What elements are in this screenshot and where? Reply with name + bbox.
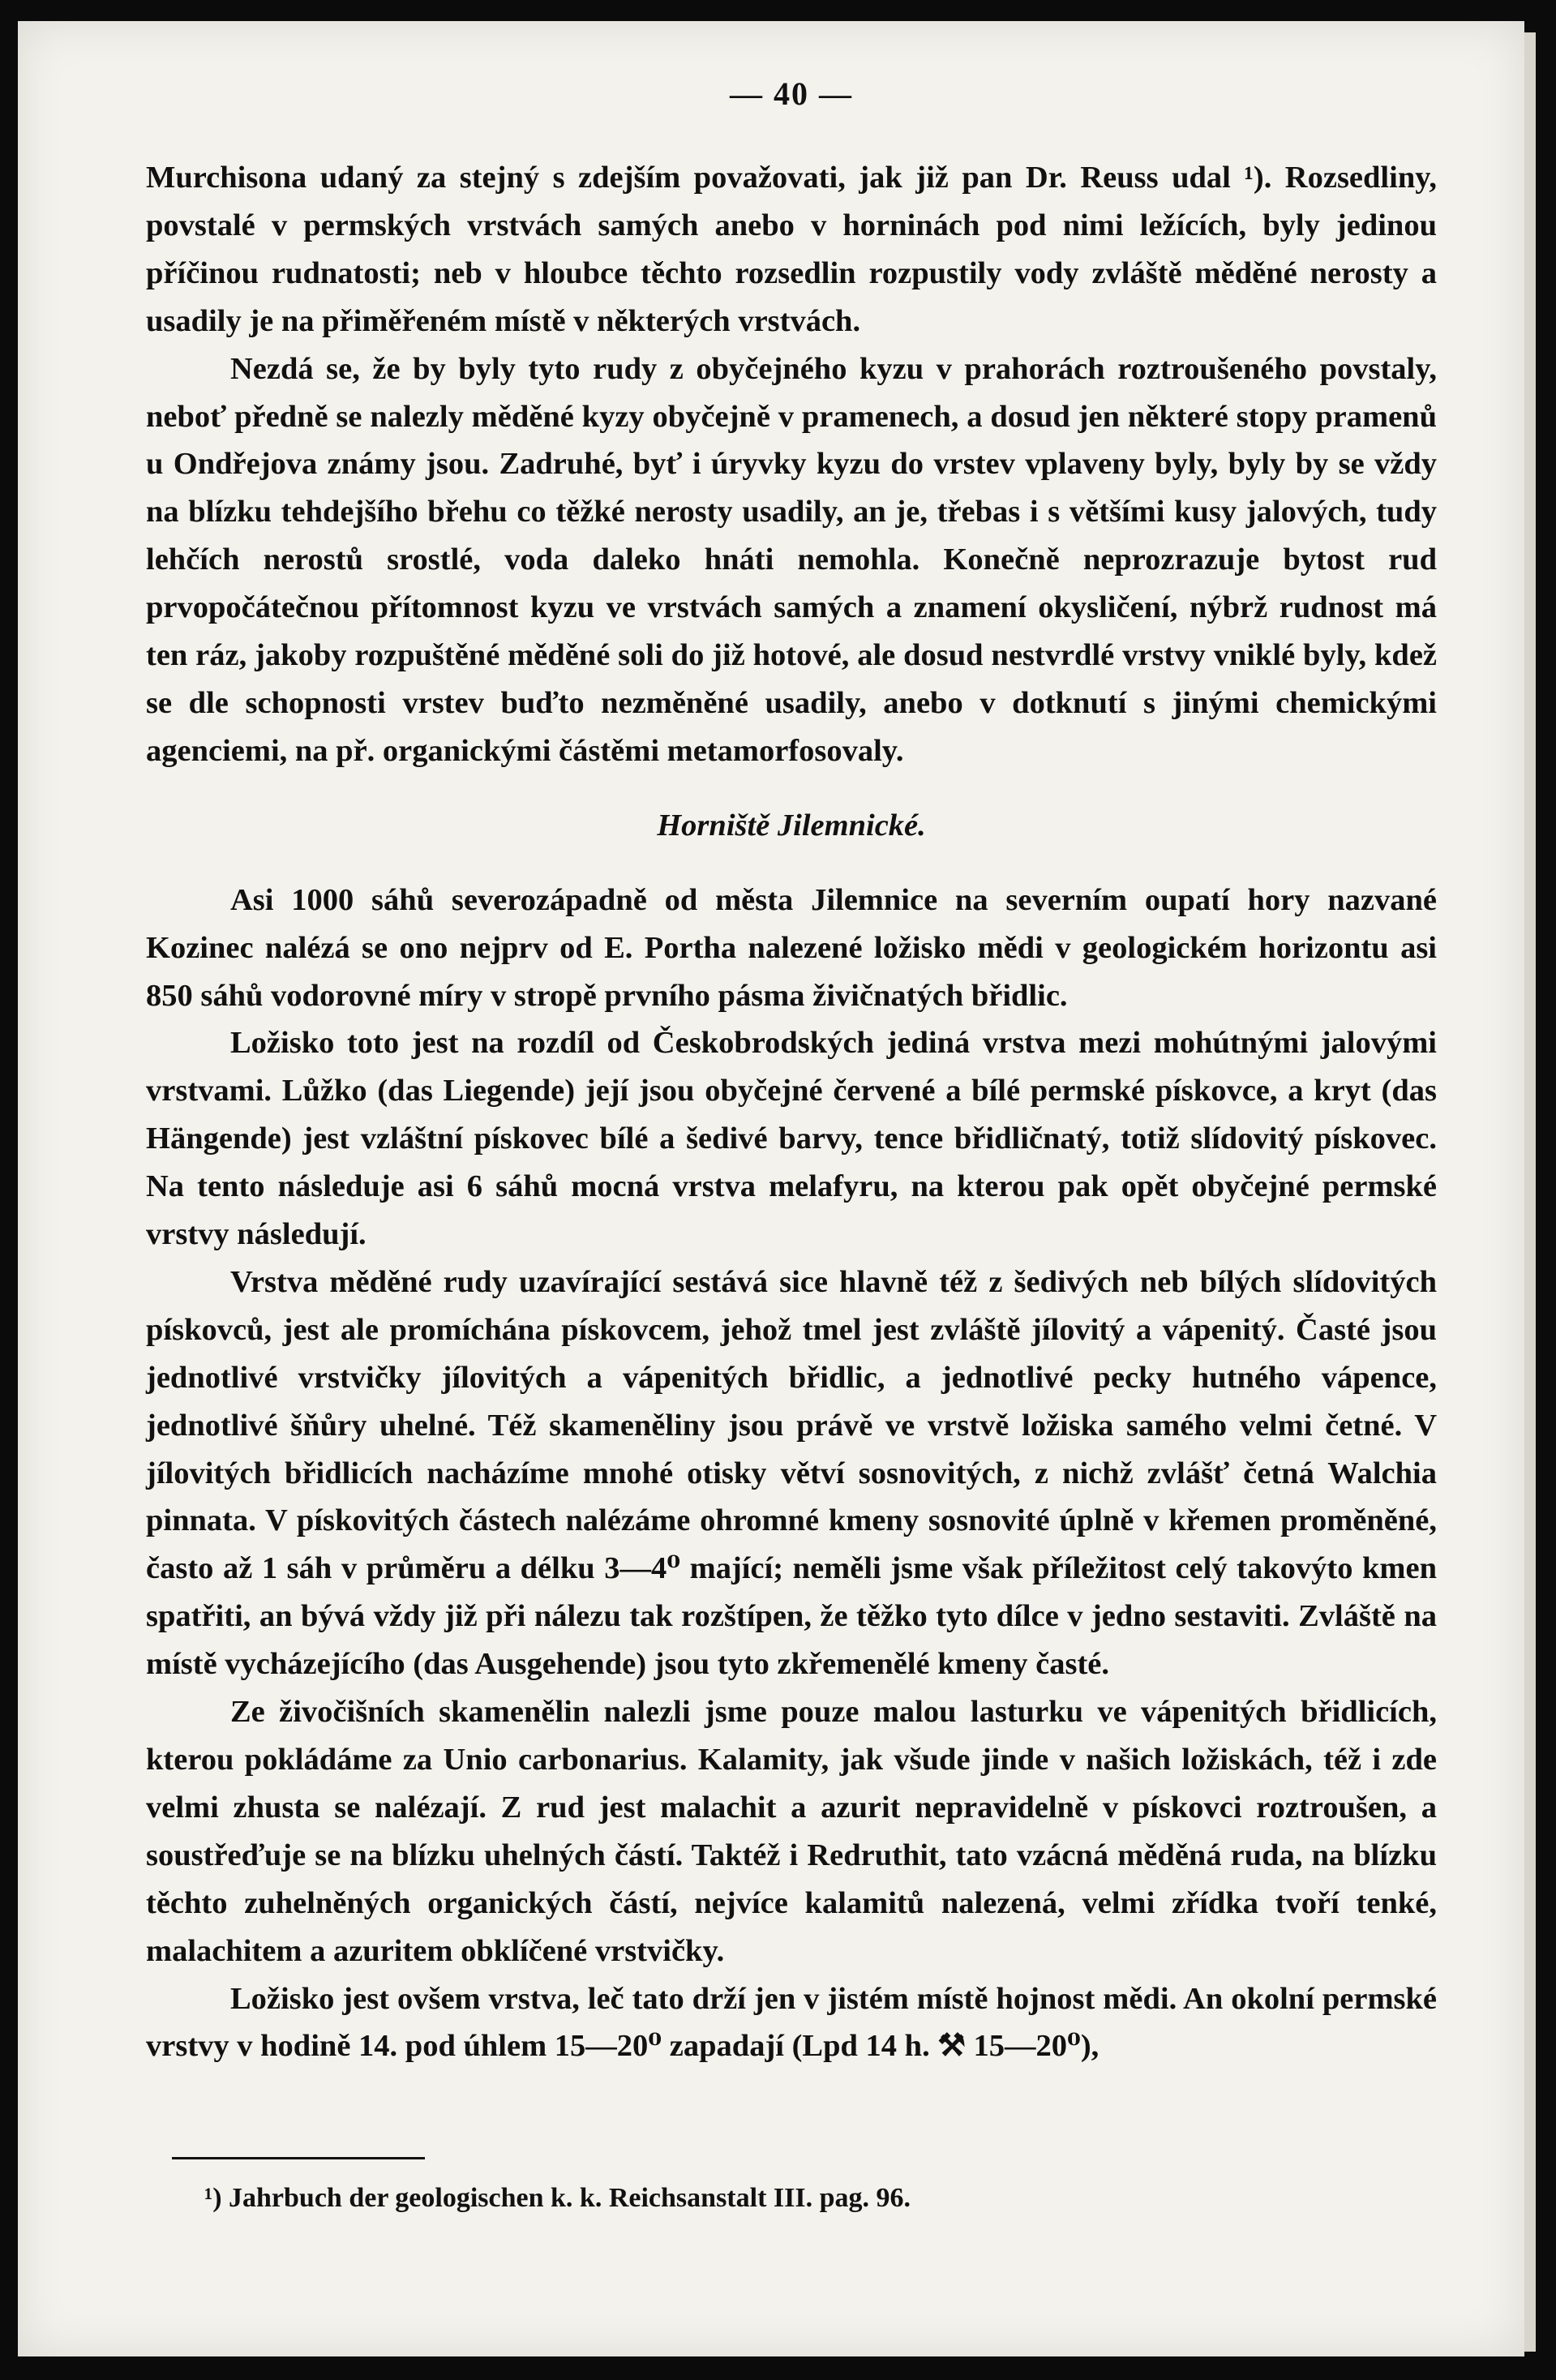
- section-paragraph-2: Ložisko toto jest na rozdíl od Českobrodských jediná vrstva mezi mohútnými jalovými vrstvami. Lůžko (das Liegende) její jsou obyčejné červené a bílé permské pískovce, a kryt (das Hängende) jest vzláštní pískovec bílé a šedivé barvy, tence břidličnatý, totiž slídovitý pískovec. Na tento následuje asi 6 sáhů mocná vrstva melafyru, na kterou pak opět obyčejné permské vrstvy následují.: [146, 1026, 1437, 1252]
- page-number: — 40 —: [730, 75, 853, 112]
- section-paragraph-1: Asi 1000 sáhů severozápadně od města Jilemnice na severním oupatí hory nazvané Kozinec nalézá se ono nejprv od E. Portha nalezené ložisko mědi v geologickém horizontu asi 850 sáhů vodorovné míry v stropě prvního pásma živičnatých břidlic.: [146, 882, 1437, 1013]
- page-edge: [1524, 32, 1536, 2352]
- section-heading: Horniště Jilemnické.: [657, 808, 926, 843]
- footnote-rule: [172, 2157, 425, 2159]
- section-paragraph-5: Ložisko jest ovšem vrstva, leč tato drží jen v jistém místě hojnost mědi. An okolní permské vrstvy v hodině 14. pod úhlem 15—20⁰ zapadají (Lpd 14 h. ⚒ 15—20⁰),: [146, 1981, 1437, 2064]
- section-paragraph-3: Vrstva měděné rudy uzavírající sestává sice hlavně též z šedivých neb bílých slídovitých pískovců, jest ale promíchána pískovcem, jehož tmel jest zvláště jílovitý a vápenitý. Časté jsou jednotlivé vrstvičky jílovitých a vápenitých břidlic, a jednotlivé pecky hutného vápence, jednotlivé šňůry uhelné. Též skameněliny jsou právě ve vrstvě ložiska samého velmi četné. V jílovitých břidlicích nacházíme mnohé otisky větví sosnovitých, z nichž zvlášť četná Walchia pinnata. V pískovitých částech nalézáme ohromné kmeny sosnovité úplně v křemen proměněné, často až 1 sáh v průměru a délku 3—4⁰ mající; neměli jsme však příležitost celý takovýto kmen spatřiti, an bývá vždy již při nálezu tak rozštípen, že těžko tyto dílce v jedno sestaviti. Zvláště na místě vycházejícího (das Ausgehende) jsou tyto zkřemenělé kmeny časté.: [146, 1264, 1437, 1682]
- footnote: ¹) Jahrbuch der geologischen k. k. Reichsanstalt III. pag. 96.: [204, 2183, 911, 2213]
- paragraph-1: Murchisona udaný za stejný s zdejším považovati, jak již pan Dr. Reuss udal ¹). Rozsedliny, povstalé v permských vrstvách samých anebo v horninách pod nimi ležících, byly jedinou příčinou rudnatosti; neb v hloubce těchto rozsedlin rozpustily vody zvláště měděné nerosty a usadily je na přiměřeném místě v některých vrstvách.: [146, 161, 1437, 338]
- paragraph-2: Nezdá se, že by byly tyto rudy z obyčejného kyzu v prahorách roztroušeného povstaly, neboť předně se nalezly měděné kyzy obyčejně v pramenech, a dosud jen některé stopy pramenů u Ondřejova známy jsou. Zadruhé, byť i úryvky kyzu do vrstev vplaveny byly, byly by se vždy na blízku tehdejšího břehu co těžké nerosty usadily, an je, třebas i s většími kusy jalových, tudy lehčích nerostů srostlé, voda daleko hnáti nemohla. Konečně neprozrazuje bytost rud prvopočátečnou přítomnost kyzu ve vrstvách samých a znamení okysličení, nýbrž rudnost má ten ráz, jakoby rozpuštěné měděné soli do již hotové, ale dosud nestvrdlé vrstvy vniklé byly, kdež se dle schopnosti vrstev buďto nezměněné usadily, anebo v dotknutí s jinými chemickými agenciemi, na př. organickými částěmi metamorfosovaly.: [146, 351, 1437, 768]
- body-text: [146, 154, 1437, 2070]
- section-paragraph-4: Ze živočišních skamenělin nalezli jsme pouze malou lasturku ve vápenitých břidlicích, kterou pokládáme za Unio carbonarius. Kalamity, jak všude jinde v našich ložiskách, též i zde velmi zhusta se nalézají. Z rud jest malachit a azurit nepravidelně v pískovci roztroušen, a soustřeďuje se na blízku uhelných částí. Taktéž i Redruthit, tato vzácná měděná ruda, na blízku těchto zuhelněných organických částí, nejvíce kalamitů nalezená, velmi zřídka tvoří tenké, malachitem a azuritem obklíčené vrstvičky.: [146, 1695, 1437, 1968]
